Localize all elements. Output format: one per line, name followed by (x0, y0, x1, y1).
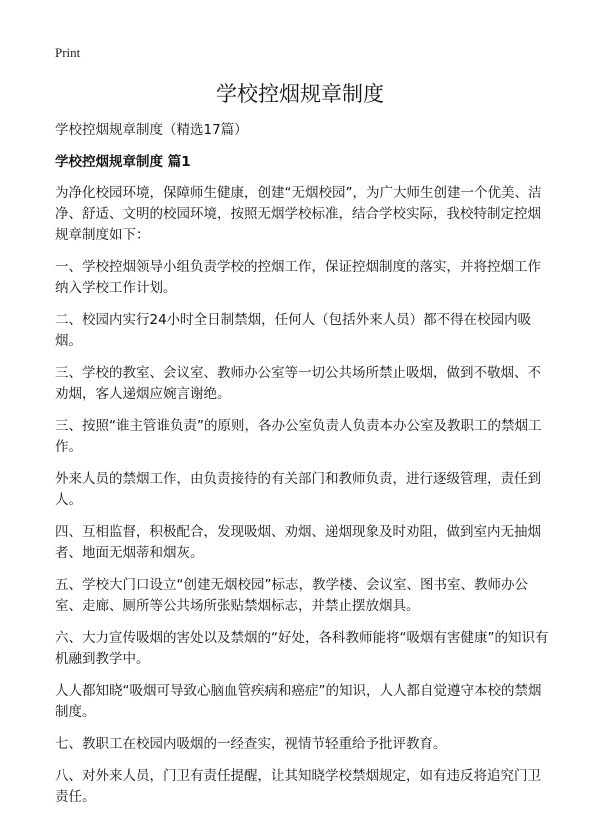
paragraph-visitors: 外来人员的禁烟工作，由负责接待的有关部门和教师负责，进行逐级管理，责任到人。 (55, 471, 541, 508)
paragraph-rule-5: 五、学校大门口设立“创建无烟校园”标志，教学楼、会议室、图书室、教师办公室、走廊、厕所等公共场所张贴禁烟标志，并禁止摆放烟具。 (55, 577, 528, 614)
paragraph-rule-1: 一、学校控烟领导小组负责学校的控烟工作，保证控烟制度的落实，并将控烟工作纳入学校工作计划。 (55, 259, 541, 296)
paragraph-intro: 为净化校园环境，保障师生健康，创建“无烟校园”，为广大师生创建一个优美、洁净、舒适、文明的校园环境，按照无烟学校标准，结合学校实际，我校特制定控烟规章制度如下： (55, 185, 542, 243)
paragraph-rule-3a: 三、学校的教室、会议室、教师办公室等一切公共场所禁止吸烟，做到不敬烟、不劝烟，客人递烟应婉言谢绝。 (55, 365, 541, 402)
section-heading: 学校控烟规章制度 篇1 (55, 154, 191, 170)
page-title: 学校控烟规章制度 (216, 82, 384, 106)
paragraph-rule-2: 二、校园内实行24小时全日制禁烟，任何人（包括外来人员）都不得在校园内吸烟。 (55, 312, 532, 349)
document-body (55, 120, 551, 819)
paragraph-awareness: 人人都知晓“吸烟可导致心脑血管疾病和癌症”的知识，人人都自觉遵守本校的禁烟制度。 (55, 683, 542, 720)
paragraph-rule-7: 七、教职工在校园内吸烟的一经查实，视情节轻重给予批评教育。 (55, 736, 447, 752)
paragraph-rule-3b: 三、按照“谁主管谁负责”的原则，各办公室负责人负责本办公室及教职工的禁烟工作。 (55, 418, 542, 455)
document-subtitle: 学校控烟规章制度（精选17篇） (55, 122, 248, 138)
paragraph-rule-6: 六、大力宣传吸烟的害处以及禁烟的“好处，各科教师能将“吸烟有害健康”的知识有机融到教学中。 (55, 630, 549, 667)
paragraph-rule-4: 四、互相监督，积极配合，发现吸烟、劝烟、递烟现象及时劝阻，做到室内无抽烟者、地面无烟蒂和烟灰。 (55, 524, 541, 561)
print-link[interactable]: Print (55, 45, 81, 60)
paragraph-rule-8: 八、对外来人员，门卫有责任提醒，让其知晓学校禁烟规定，如有违反将追究门卫责任。 (55, 768, 541, 805)
